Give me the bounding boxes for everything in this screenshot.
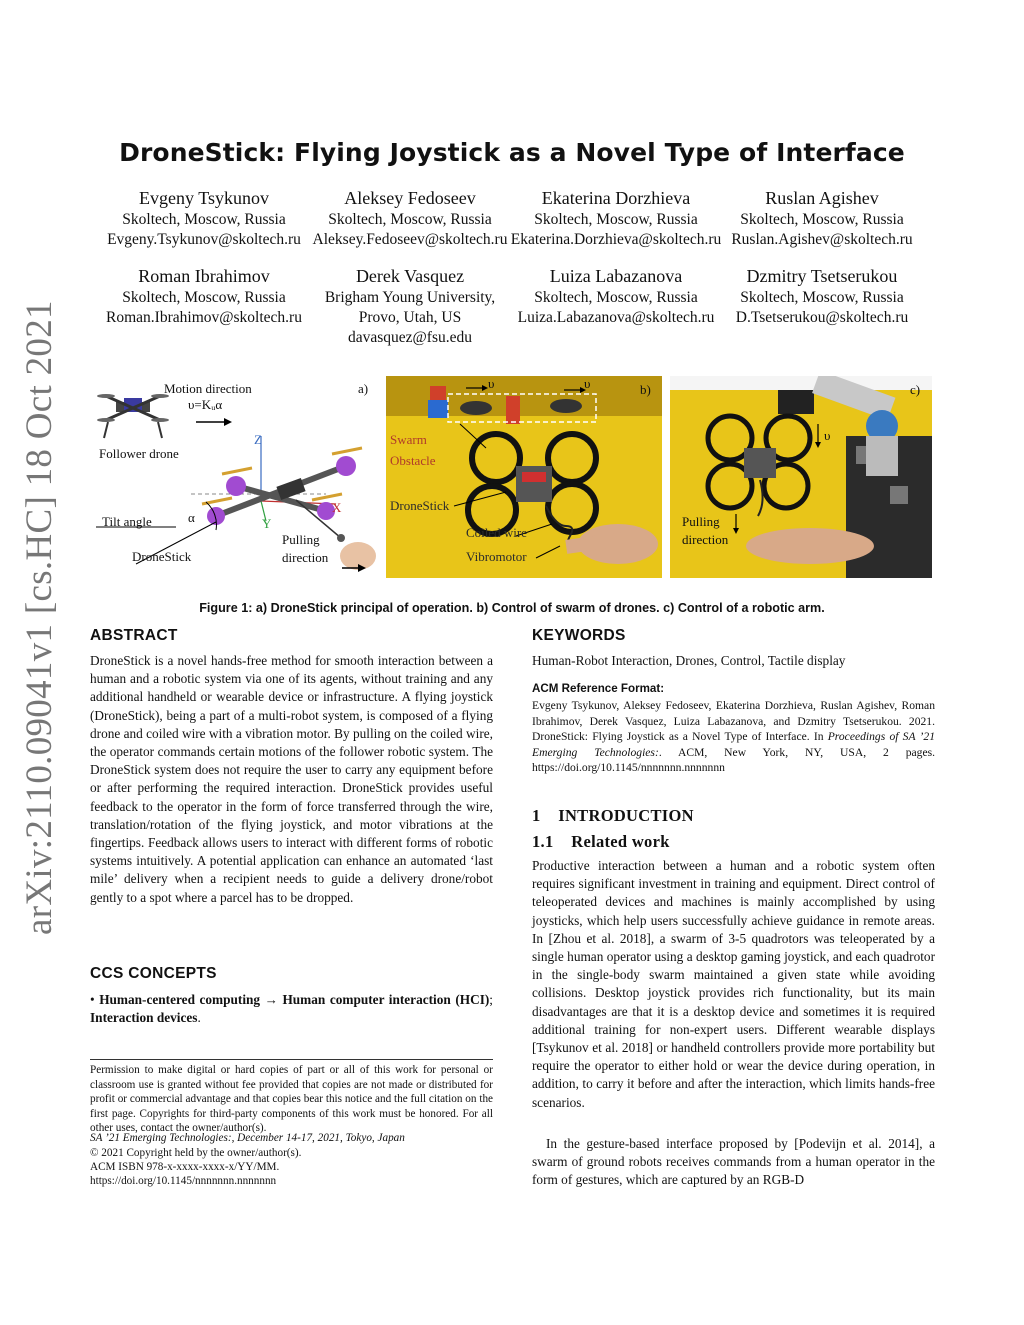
- figure-panel-c: [670, 376, 932, 578]
- author-affiliation: Skoltech, Moscow, Russia: [328, 211, 492, 228]
- figure-caption: Figure 1: a) DroneStick principal of operation. b) Control of swarm of drones. c) Control of a robotic arm.: [199, 601, 825, 615]
- author-affiliation: Skoltech, Moscow, Russia: [740, 211, 904, 228]
- subsection-related-work: 1.1 Related work: [532, 832, 670, 851]
- ccs-bullet: •: [90, 992, 95, 1007]
- motion-direction-label: Motion direction: [164, 381, 252, 396]
- dronestick-label: DroneStick: [390, 498, 450, 513]
- direction-label: direction: [282, 550, 329, 565]
- author-email: davasquez@fsu.edu: [347, 329, 473, 346]
- pulling-label: Pulling: [282, 532, 320, 547]
- author-name: Ekaterina Dorzhieva: [541, 188, 691, 208]
- author-name: Evgeny Tsykunov: [139, 188, 269, 208]
- author-affiliation: Skoltech, Moscow, Russia: [122, 289, 286, 306]
- figure-panel-b: [386, 376, 662, 578]
- author-block: [702, 264, 942, 328]
- swarm-label: Swarm: [390, 432, 427, 447]
- author-email: Luiza.Labazanova@skoltech.ru: [517, 309, 715, 326]
- axis-y-label: Y: [262, 516, 272, 531]
- author-block: [84, 264, 324, 328]
- author-name: Aleksey Fedoseev: [344, 188, 476, 208]
- arm-hand-icon: [746, 528, 874, 564]
- footnote-venue: SA ’21 Emerging Technologies:, December 14-17, 2021, Tokyo, Japan: [90, 1132, 405, 1144]
- ccs-concept-2: Human computer interaction (HCI): [282, 992, 490, 1007]
- velocity-equation: υ=Kᵤα: [188, 397, 223, 412]
- author-affiliation: Skoltech, Moscow, Russia: [122, 211, 286, 228]
- keywords-heading: KEYWORDS: [532, 627, 626, 644]
- author-email: Ruslan.Agishev@skoltech.ru: [731, 231, 913, 248]
- author-block: [84, 186, 324, 250]
- ccs-concept-3: Interaction devices: [90, 1010, 198, 1026]
- author-block: [290, 264, 530, 348]
- swarm-photo: [386, 376, 662, 578]
- pulling-label: Pulling: [682, 514, 720, 529]
- ccs-concepts: [90, 991, 493, 1027]
- dronestick-drone: [468, 434, 596, 534]
- acm-ref-rest: . ACM, New York, NY, USA, 2 pages. https://doi.org/10.1145/nnnnnnn.nnnnnnn: [532, 745, 936, 774]
- panel-a-tag: a): [358, 381, 369, 396]
- figure-panel-a: [96, 376, 380, 580]
- footnote-permission: Permission to make digital or hard copies of part or all of this work for personal or classroom use is granted without fee provided that copies are not made or distributed for profit or commercial advantage and that copies bear this notice and the full citation on the first page. Copyrights for third-party components of this work must be honored. For all other uses, contact the owner/author(s).: [90, 1064, 493, 1135]
- velocity-label-1: υ: [488, 376, 495, 391]
- author-email: D.Tsetserukou@skoltech.ru: [735, 309, 909, 326]
- panel-c-tag: c): [910, 382, 921, 397]
- dronestick-label: DroneStick: [132, 549, 192, 564]
- acm-ref-heading: ACM Reference Format:: [532, 682, 665, 695]
- intro-paragraph-2: In the gesture-based interface proposed by [Podevijn et al. 2014], a swarm of ground robots receives commands from a human operator in the form of gestures, which are captured by an RGB-D: [532, 1136, 935, 1188]
- author-affiliation: Skoltech, Moscow, Russia: [534, 289, 698, 306]
- abstract-text: DroneStick is a novel hands-free method for smooth interaction between a human and a robotic system via one of its agents, without training and any additional handheld or wearable device or infrastructure. A flying joystick (DroneStick), being a part of a multi-robot system, is composed of a flying drone and coiled wire with a vibration motor. By pulling on the coiled wire, the operator commands certain motions of the follower robotic system. The DroneStick system does not require the user to carry any equipment before or after performing the required interaction. DroneStick provides useful feedback to the operator in the form of force transferred through the wire, translation/rotation of the flying joystick, and motor vibrations at the fingertips. Feedback allows users to interact with different forms of robotic systems intuitively. A potential application can enhance an automated ‘last mile’ delivery when a recipient needs to guide a delivery drone/robot gently to a spot where a parcel has to be dropped.: [90, 653, 493, 905]
- author-block: [702, 186, 942, 250]
- acm-ref-body: [532, 698, 935, 776]
- author-affiliation: Skoltech, Moscow, Russia: [740, 289, 904, 306]
- footnote-copyright: © 2021 Copyright held by the owner/author(s).: [90, 1147, 302, 1159]
- arxiv-stamp: arXiv:2110.09041v1 [cs.HC] 18 Oct 2021: [19, 300, 60, 935]
- footnote-rule: [90, 1059, 493, 1060]
- coiled-wire-label: Coiled wire: [466, 525, 528, 540]
- footnote-isbn: ACM ISBN 978-x-xxxx-xxxx-x/YY/MM.: [90, 1161, 280, 1173]
- footnote-doi: https://doi.org/10.1145/nnnnnnn.nnnnnnn: [90, 1175, 277, 1187]
- velocity-label-2: υ: [584, 376, 591, 391]
- ccs-heading: CCS CONCEPTS: [90, 965, 217, 982]
- follower-drone-icon: [97, 394, 169, 438]
- acm-ref-authors: Evgeny Tsykunov, Aleksey Fedoseev, Ekaterina Dorzhieva, Ruslan Agishev, Roman Ibrahimov, Derek Vasquez, Luiza Labazanova, and Dzmitry Tsetserukou. 2021. DroneStick: Flying Joystick as a Novel Type of Interface. In: [532, 699, 935, 743]
- author-affiliation-2: Provo, Utah, US: [358, 309, 462, 326]
- author-name: Derek Vasquez: [355, 266, 465, 286]
- direction-label: direction: [682, 532, 729, 547]
- author-block: [496, 264, 736, 328]
- axis-z-label: Z: [254, 432, 262, 447]
- author-affiliation: Brigham Young University,: [324, 289, 496, 306]
- author-email: Roman.Ibrahimov@skoltech.ru: [106, 309, 302, 326]
- author-block: [290, 186, 530, 250]
- follower-drone-label: Follower drone: [99, 446, 179, 461]
- author-email: Evgeny.Tsykunov@skoltech.ru: [107, 231, 301, 248]
- author-name: Dzmitry Tsetserukou: [746, 266, 898, 286]
- velocity-label: υ: [824, 428, 831, 443]
- ccs-separator: ;: [489, 992, 493, 1007]
- ccs-arrow: →: [260, 992, 283, 1007]
- abstract-heading: ABSTRACT: [90, 627, 178, 644]
- author-email: Ekaterina.Dorzhieva@skoltech.ru: [510, 231, 722, 248]
- drone-icon: [708, 416, 810, 508]
- paper-title: DroneStick: Flying Joystick as a Novel Type of Interface: [119, 138, 905, 167]
- vibromotor-label: Vibromotor: [466, 549, 527, 564]
- author-block: [496, 186, 736, 250]
- author-email: Aleksey.Fedoseev@skoltech.ru: [312, 231, 508, 248]
- author-name: Luiza Labazanova: [549, 266, 683, 286]
- keywords-text: Human-Robot Interaction, Drones, Control, Tactile display: [532, 653, 846, 668]
- panel-b-tag: b): [640, 382, 651, 397]
- tilt-angle-label: Tilt angle: [102, 514, 152, 529]
- ccs-end: .: [197, 1010, 201, 1026]
- author-name: Ruslan Agishev: [765, 188, 879, 208]
- obstacle-label: Obstacle: [390, 453, 436, 468]
- ccs-concept-1: Human-centered computing: [99, 992, 261, 1007]
- axis-x-label: X: [332, 500, 342, 515]
- section-introduction: 1 INTRODUCTION: [532, 806, 694, 825]
- author-affiliation: Skoltech, Moscow, Russia: [534, 211, 698, 228]
- intro-paragraph-1: Productive interaction between a human and a robotic system often requires significant investment in training and equipment. Direct control of teleoperated devices and machines is mainly accomplished by using joysticks, which help users successfully achieve guidance in remote areas. In [Zhou et al. 2018], a swarm of 3-5 quadrotors was teleoperated by a single human operator using a desktop gaming joystick, and each quadrotor in the single-body swarm maintained a given state while avoiding collisions. Desktop joystick provides rich functionality, but its main disadvantages are that it is a desktop device and sometimes it is required additional training for non-expert users. Different wearable displays [Tsykunov et al. 2018] or handheld controllers provide more portability but require the operator to either hold or wear the device during operation, in addition, to carry it before and after the interaction, which limits hands-free scenarios.: [532, 858, 935, 1110]
- alpha-label: α: [188, 510, 195, 525]
- acm-ref-proceedings: Proceedings of SA ’21 Emerging Technologies:: [532, 730, 936, 759]
- author-name: Roman Ibrahimov: [138, 266, 270, 286]
